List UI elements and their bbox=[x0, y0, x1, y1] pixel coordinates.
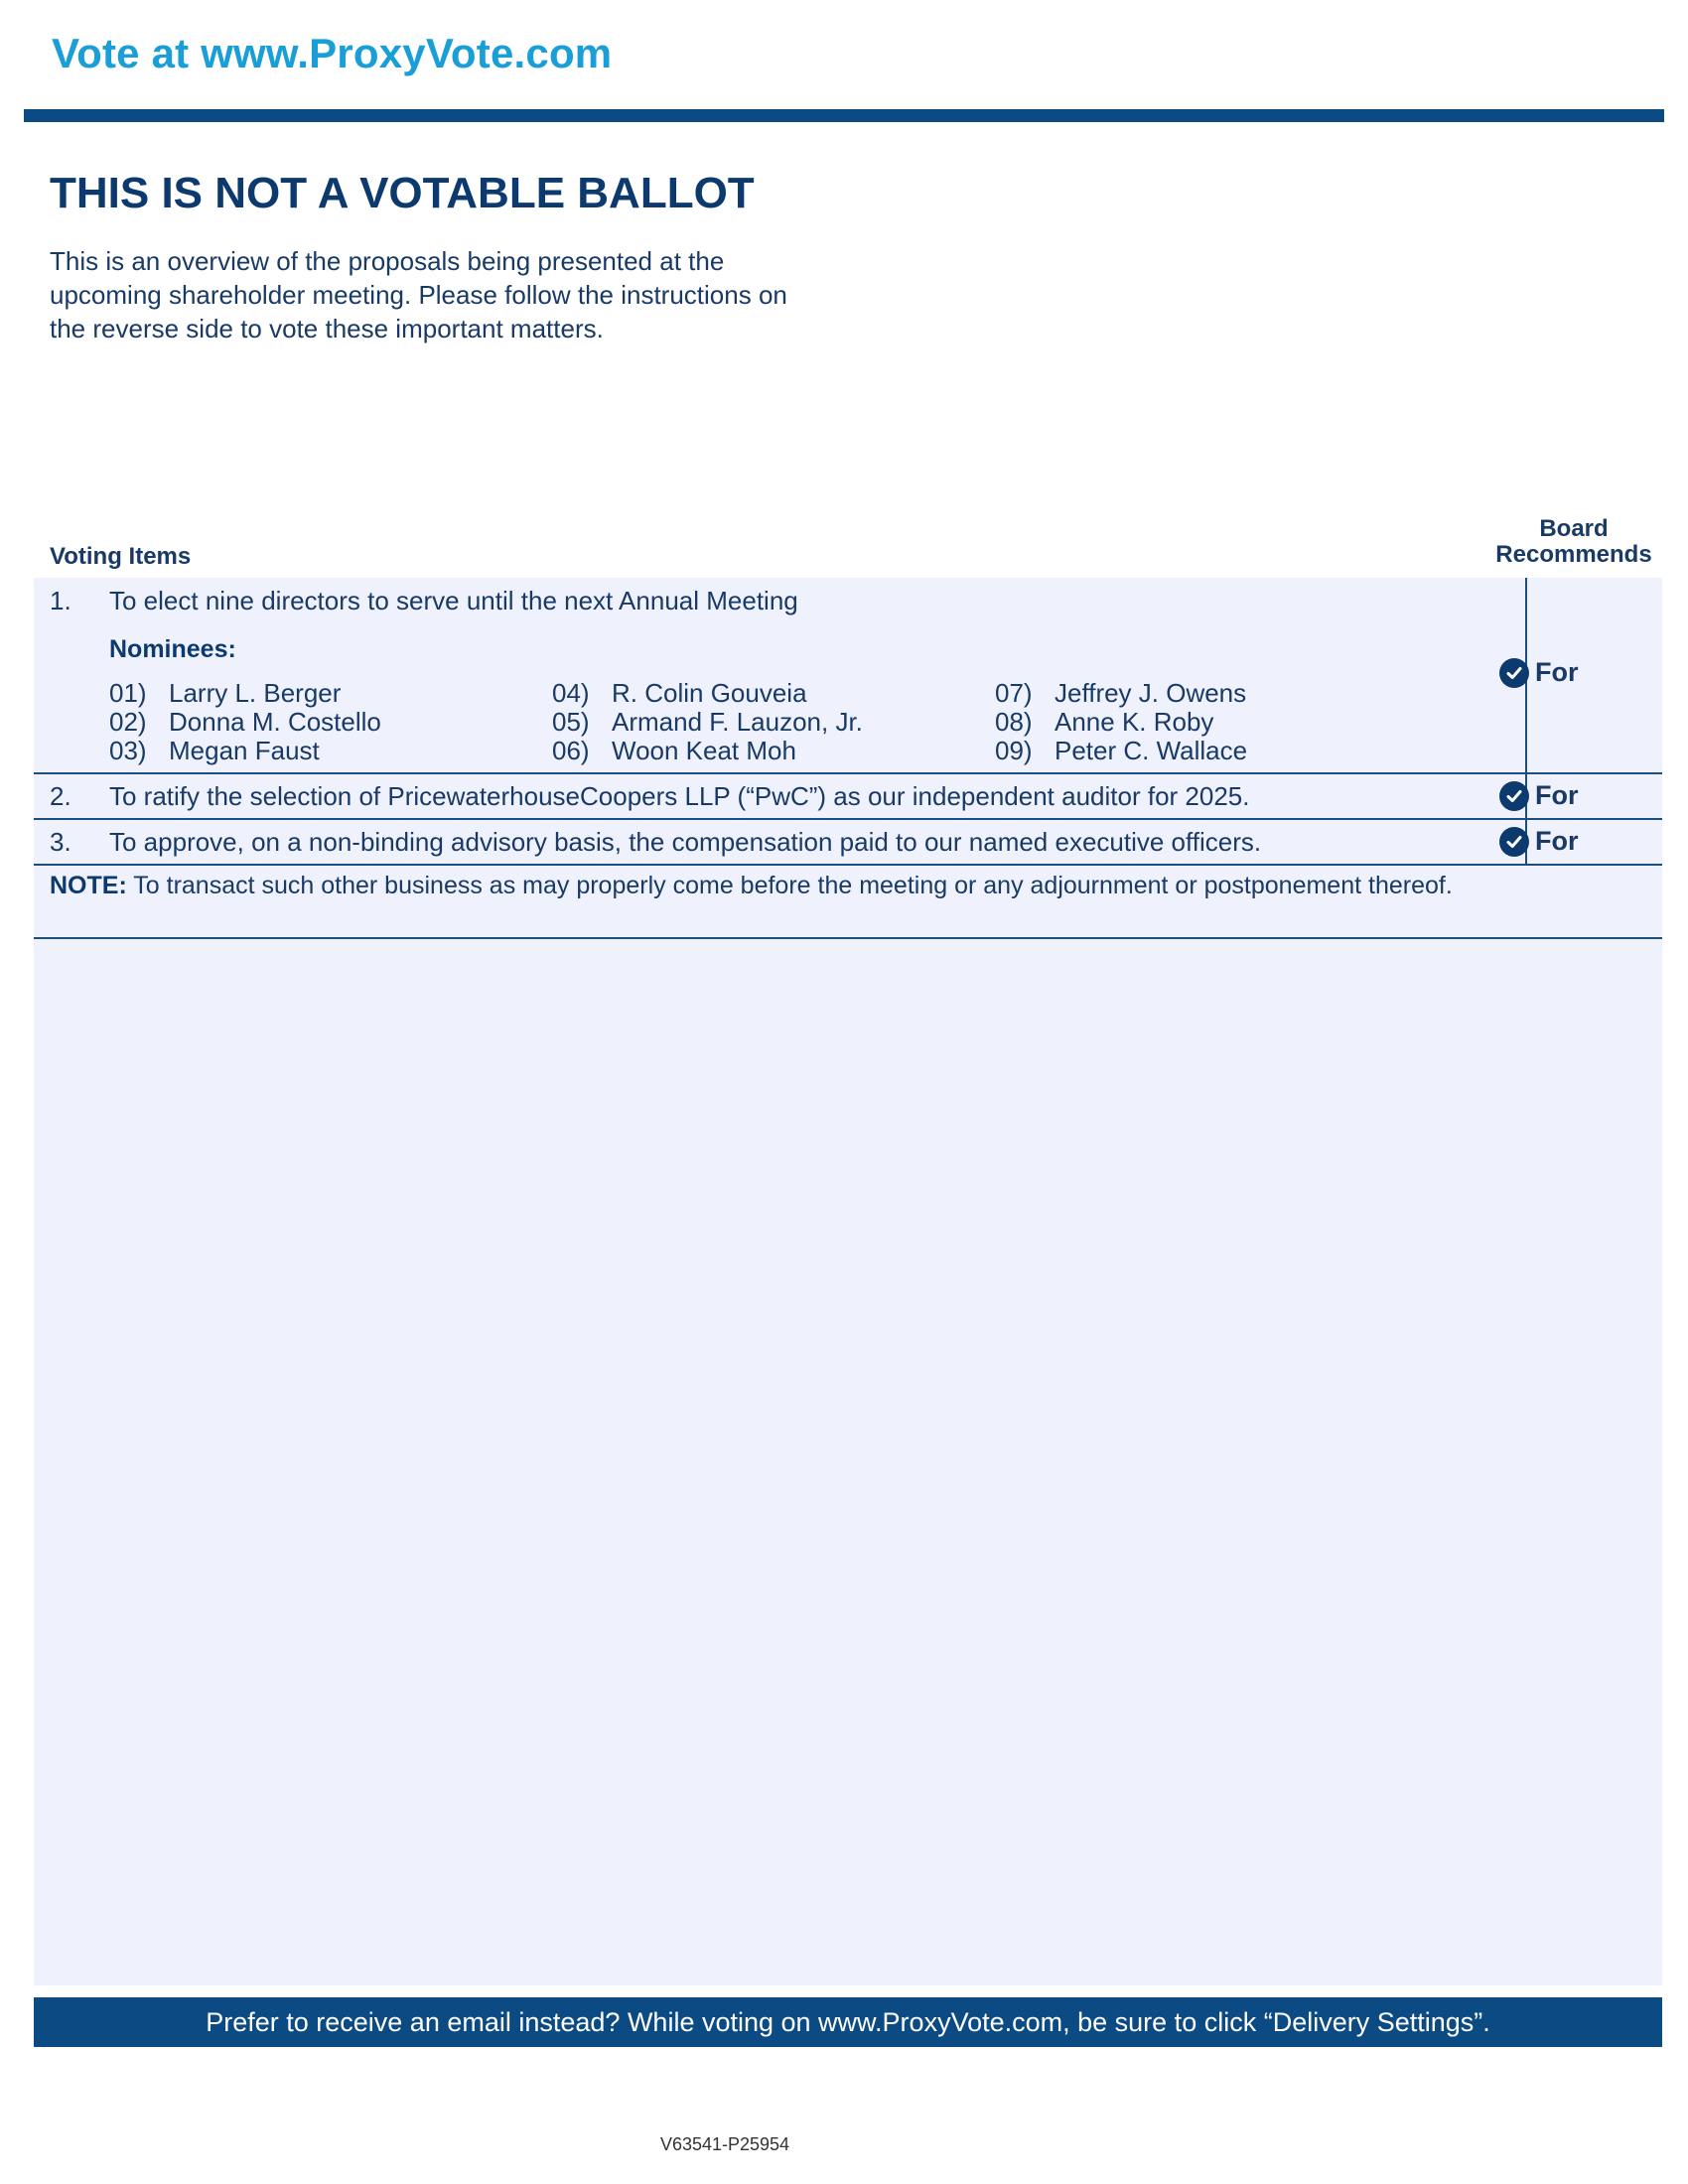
board-recommends-header bbox=[1489, 516, 1658, 568]
top-divider bbox=[24, 109, 1664, 122]
banner-text: Prefer to receive an email instead? While voting on www.ProxyVote.com, be sure to click “Delivery Settings”. bbox=[206, 2006, 1490, 2037]
delivery-settings-banner bbox=[34, 1997, 1662, 2047]
item-text: To elect nine directors to serve until the next Annual Meeting bbox=[109, 586, 798, 615]
nominee-name: Woon Keat Moh bbox=[612, 736, 796, 765]
nominee-number: 05) bbox=[552, 707, 590, 737]
voting-item-row-1 bbox=[34, 578, 1662, 774]
voting-item-row-2 bbox=[34, 774, 1662, 820]
nominee-name: R. Colin Gouveia bbox=[612, 678, 807, 708]
item-number: 3. bbox=[50, 827, 71, 857]
nominee-name: Megan Faust bbox=[169, 736, 320, 765]
document-code: V63541-P25954 bbox=[659, 2134, 790, 2154]
nominees-column-1 bbox=[109, 679, 381, 765]
nominee-item bbox=[109, 679, 381, 708]
nominee-item bbox=[995, 708, 1247, 737]
intro-line: This is an overview of the proposals being presented at the bbox=[50, 246, 725, 276]
nominee-name: Donna M. Costello bbox=[169, 707, 381, 737]
header-vote-link[interactable]: Vote at www.ProxyVote.com bbox=[52, 30, 613, 76]
nominee-name: Jeffrey J. Owens bbox=[1055, 678, 1247, 708]
note-row bbox=[34, 866, 1662, 939]
nominee-item bbox=[552, 679, 863, 708]
note-text bbox=[50, 872, 1519, 900]
nominee-item bbox=[995, 679, 1247, 708]
nominees-column-2 bbox=[552, 679, 863, 765]
note-label: NOTE: bbox=[50, 872, 127, 899]
item-text: To ratify the selection of PricewaterhouseCoopers LLP (“PwC”) as our independent auditor for 2025. bbox=[109, 781, 1250, 811]
page-title: THIS IS NOT A VOTABLE BALLOT bbox=[50, 169, 755, 217]
recommendation-label: For bbox=[1535, 826, 1579, 856]
nominees-label: Nominees: bbox=[109, 635, 236, 663]
board-recommends-line1: Board bbox=[1539, 515, 1609, 542]
nominee-name: Larry L. Berger bbox=[169, 678, 342, 708]
voting-item-row-3 bbox=[34, 820, 1662, 866]
nominee-item bbox=[109, 737, 381, 765]
nominee-number: 03) bbox=[109, 736, 147, 765]
board-recommends-line2: Recommends bbox=[1495, 541, 1652, 568]
recommendation-label: For bbox=[1535, 780, 1579, 810]
nominee-name: Armand F. Lauzon, Jr. bbox=[612, 707, 863, 737]
nominee-item bbox=[995, 737, 1247, 765]
recommendation-label: For bbox=[1535, 657, 1579, 687]
intro-line: upcoming shareholder meeting. Please follow the instructions on bbox=[50, 280, 787, 310]
item-number: 1. bbox=[50, 586, 71, 615]
intro-line: the reverse side to vote these important matters. bbox=[50, 314, 604, 343]
nominee-number: 01) bbox=[109, 678, 147, 708]
recommendation-for bbox=[1499, 780, 1579, 811]
nominee-item bbox=[552, 708, 863, 737]
nominee-number: 09) bbox=[995, 736, 1033, 765]
nominee-item bbox=[552, 737, 863, 765]
note-body: To transact such other business as may properly come before the meeting or any adjournment or postponement thereof. bbox=[126, 872, 1453, 899]
item-number: 2. bbox=[50, 781, 71, 811]
nominee-number: 08) bbox=[995, 707, 1033, 737]
voting-items-header: Voting Items bbox=[50, 543, 192, 570]
recommendation-for bbox=[1499, 826, 1579, 857]
item-text: To approve, on a non-binding advisory basis, the compensation paid to our named executive officers. bbox=[109, 827, 1262, 857]
recommendation-for bbox=[1499, 657, 1579, 688]
nominee-number: 06) bbox=[552, 736, 590, 765]
nominee-name: Anne K. Roby bbox=[1055, 707, 1214, 737]
nominee-name: Peter C. Wallace bbox=[1055, 736, 1248, 765]
nominee-number: 04) bbox=[552, 678, 590, 708]
checkmark-circle-icon bbox=[1499, 827, 1529, 857]
nominees-column-3 bbox=[995, 679, 1247, 765]
nominee-item bbox=[109, 708, 381, 737]
intro-text bbox=[50, 244, 844, 345]
checkmark-circle-icon bbox=[1499, 781, 1529, 811]
nominee-number: 02) bbox=[109, 707, 147, 737]
checkmark-circle-icon bbox=[1499, 658, 1529, 688]
nominee-number: 07) bbox=[995, 678, 1033, 708]
